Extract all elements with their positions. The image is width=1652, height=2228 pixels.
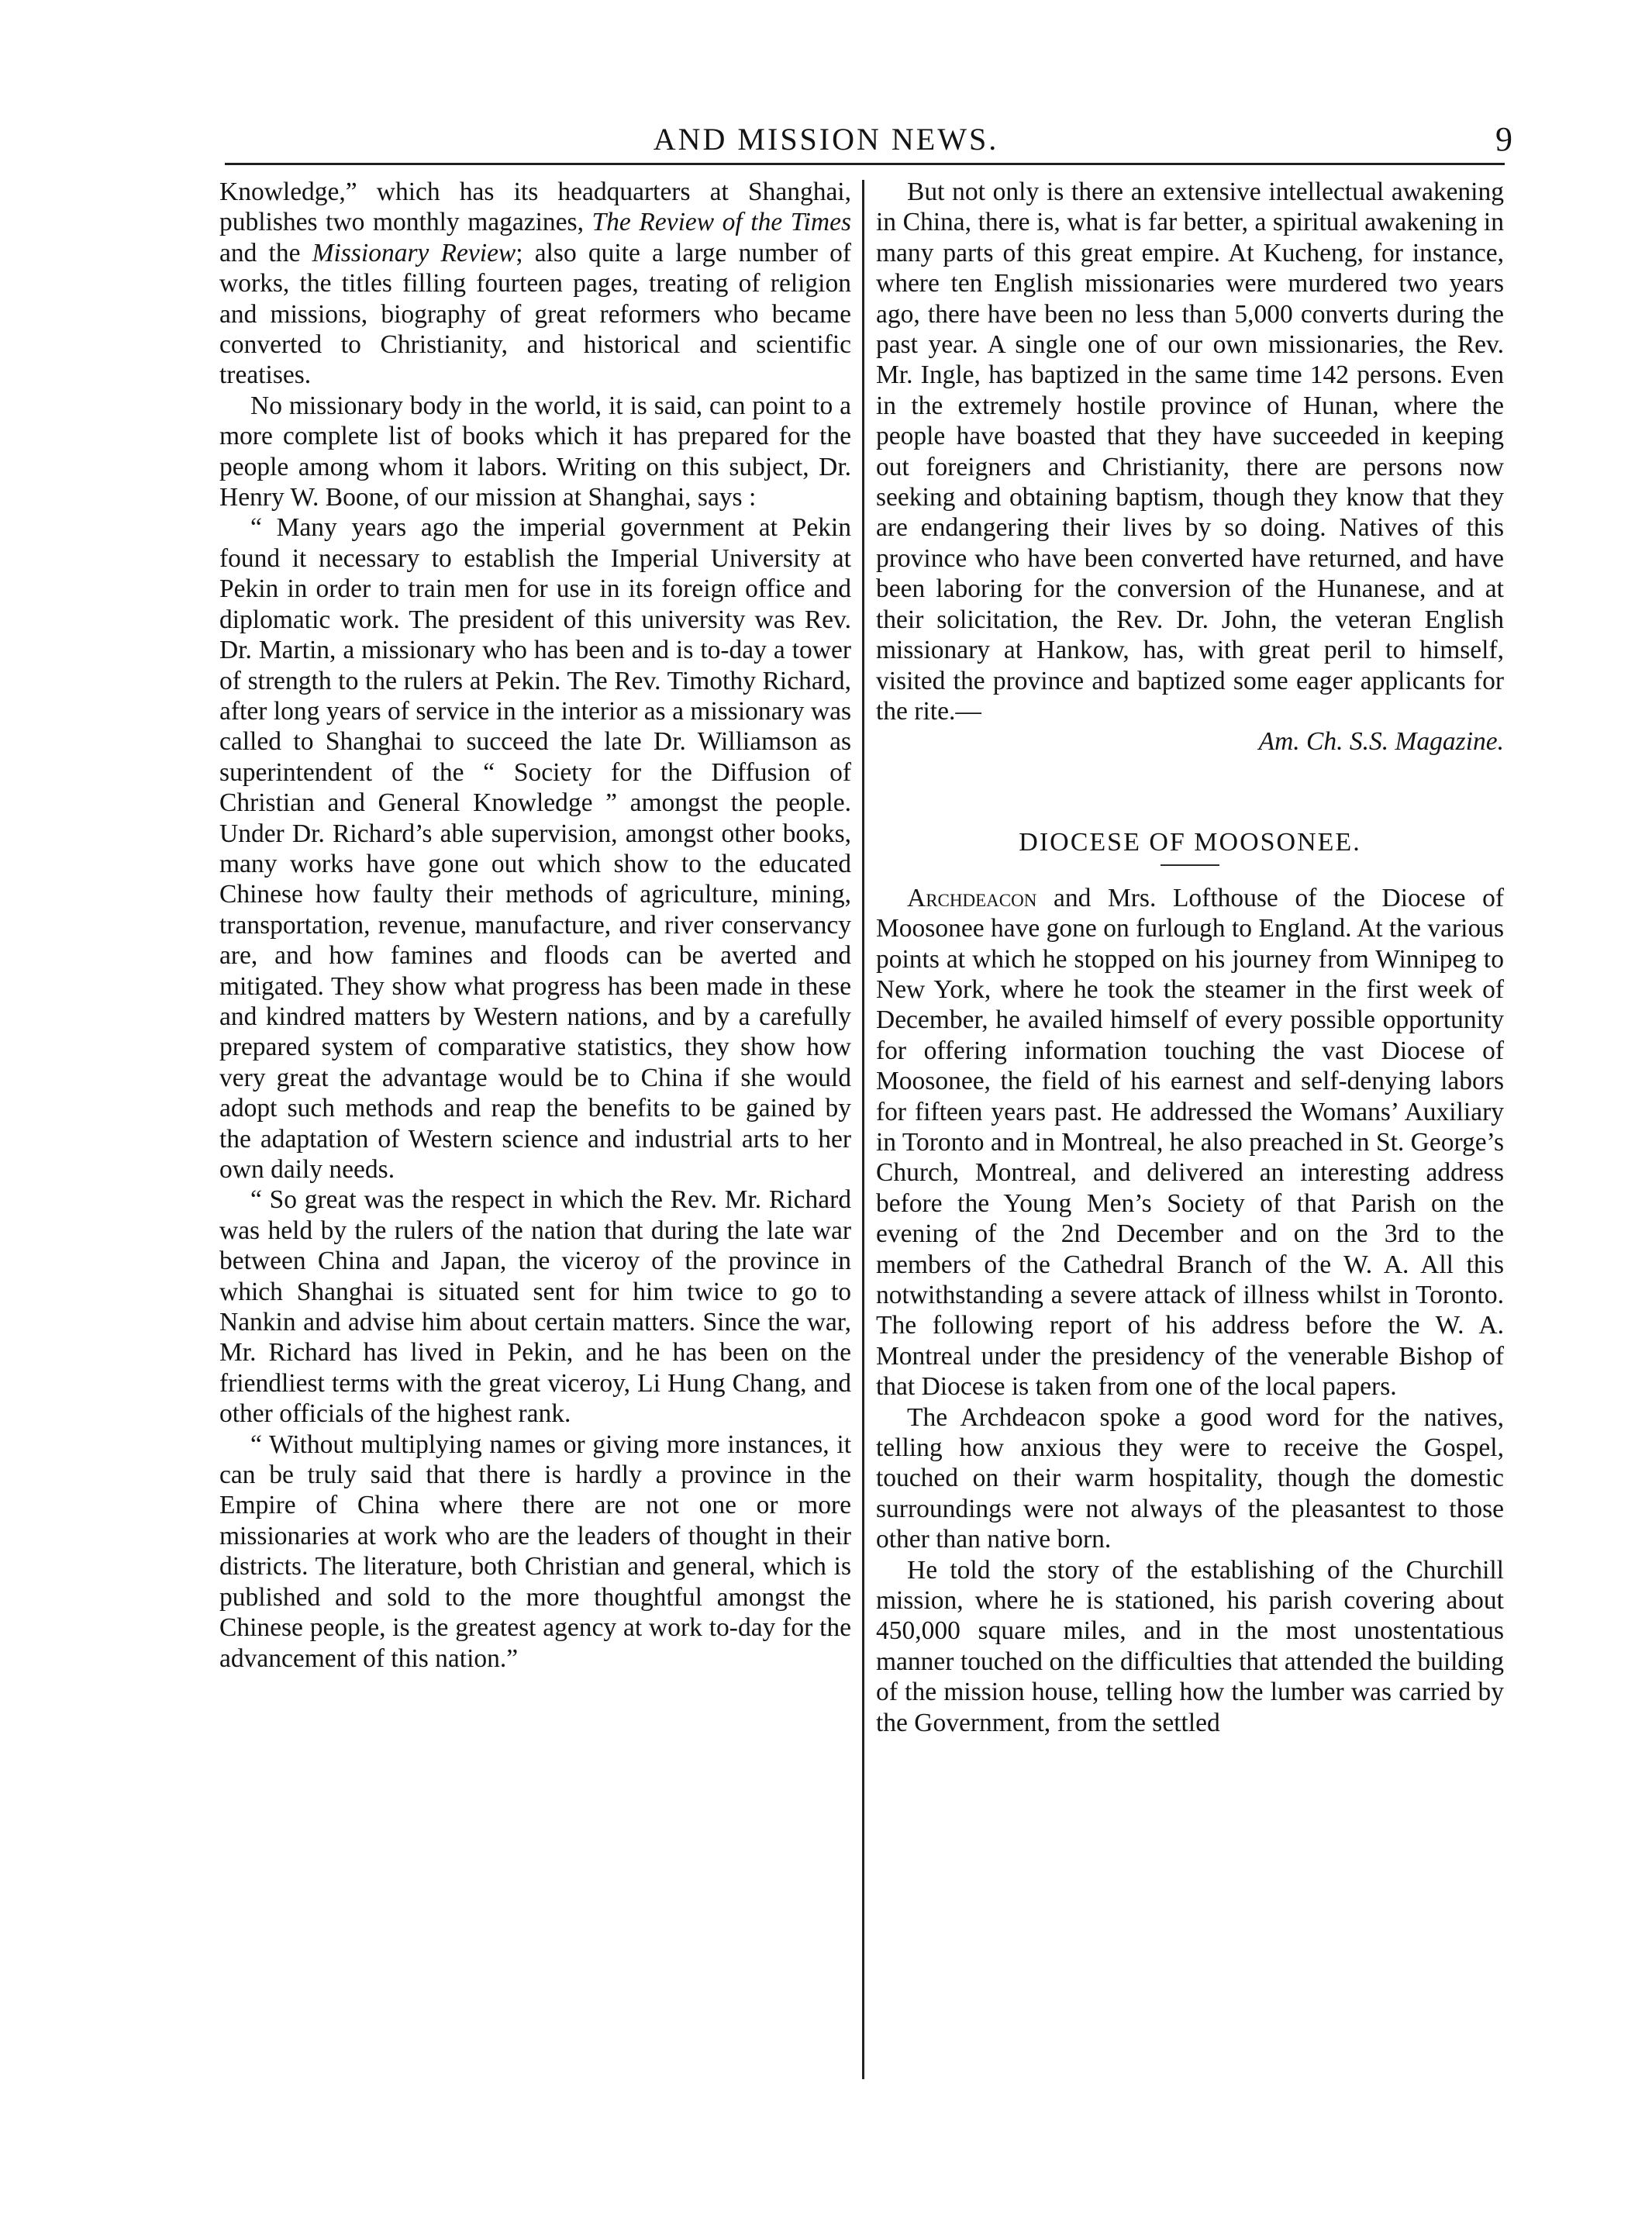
right-column xyxy=(876,177,1504,1738)
section-title: DIOCESE OF MOOSONEE. xyxy=(1019,827,1361,857)
section-title-rule xyxy=(1161,864,1219,866)
paragraph xyxy=(219,1430,851,1674)
text-run: “ Without multiplying names or giving more instances, it can be truly said that there is hardly a province in the Empire of China where there are not one or more missionaries at work who are the leaders of thought in their districts. The literature, both Christian and general, which is published and sold to the more thoughtful amongst the Chinese people, is the greatest agency at work to-day for the advancement of this nation.” xyxy=(219,1430,851,1673)
running-title: AND MISSION NEWS. xyxy=(653,122,999,157)
text-run: and Mrs. Lofthouse of the Diocese of Moosonee have gone on furlough to England. At the various points at which he stopped on his journey from Winnipeg to New York, where he took the steamer in the first week of December, he availed himself of every possible opportunity for offering information touching the vast Diocese of Moosonee, the field of his earnest and self-denying labors for fifteen years past. He addressed the Womans’ Auxiliary in Toronto and in Montreal, he also preached in St. George’s Church, Montreal, and delivered an interesting address before the Young Men’s Society of that Parish on the evening of the 2nd December and on the 3rd to the members of the Cathedral Branch of the W. A. All this notwithstanding a severe attack of illness whilst in Toronto. The following report of his address before the W. A. Montreal under the presidency of the venerable Bishop of that Diocese is taken from one of the local papers. xyxy=(876,883,1504,1402)
text-run: But not only is there an extensive intellectual awakening in China, there is, what is far better, a spiritual awakening in many parts of this great empire. At Kucheng, for instance, where ten English missionaries were murdered two years ago, there have been no less than 5,000 converts during the past year. A single one of our own missionaries, the Rev. Mr. Ingle, has baptized in the same time 142 persons. Even in the extremely hostile province of Hunan, where the people have boasted that they have succeeded in keeping out foreigners and Christianity, there are persons now seeking and obtaining baptism, though they know that they are endangering their lives by so doing. Natives of this province who have been converted have returned, and have been laboring for the conversion of the Hunanese, and at their solicitation, the Rev. Dr. John, the veteran English missionary at Hankow, has, with great peril to himself, visited the province and baptized some eager applicants for the rite.— xyxy=(876,178,1504,726)
page-number: 9 xyxy=(1495,120,1512,158)
column-divider xyxy=(862,180,864,2079)
text-run: and the xyxy=(219,238,312,267)
paragraph xyxy=(876,883,1504,1402)
paragraph xyxy=(876,1402,1504,1555)
text-run: ; also quite a large number of works, the titles filling fourteen pages, treating of religion and missions, biography of great reformers who became converted to Christianity, and historical and scientific treatises. xyxy=(219,238,851,390)
page-header xyxy=(0,116,1652,163)
paragraph xyxy=(876,1555,1504,1738)
text-run: “ So great was the respect in which the Rev. Mr. Richard was held by the rulers of the nation that during the late war between China and Japan, the viceroy of the province in which Shanghai is situated sent for him twice to go to Nankin and advise him about certain matters. Since the war, Mr. Richard has lived in Pekin, and he has been on the friendliest terms with the great viceroy, Li Hung Chang, and other officials of the highest rank. xyxy=(219,1185,851,1429)
magazine-attribution: Am. Ch. S.S. Magazine. xyxy=(1258,727,1504,757)
paragraph xyxy=(219,512,851,1185)
paragraph xyxy=(219,177,851,391)
header-rule xyxy=(225,163,1505,165)
text-run: He told the story of the establishing of the Churchill mission, where he is stationed, his parish covering about 450,000 square miles, and in the most unostentatious manner touched on the difficulties that attended the building of the mission house, telling how the lumber was carried by the Government, from the settled xyxy=(876,1555,1504,1737)
lead-word: Archdeacon xyxy=(907,883,1037,912)
right-column-bottom-text xyxy=(876,883,1504,1738)
italic-title: The Review of the Times xyxy=(591,208,851,237)
text-run: The Archdeacon spoke a good word for the natives, telling how anxious they were to receive the Gospel, touched on their warm hospitality, though the domestic surroundings were not always of the pleasantest to those other than native born. xyxy=(876,1402,1504,1554)
text-run: No missionary body in the world, it is said, can point to a more complete list of books which it has prepared for the people among whom it labors. Writing on this subject, Dr. Henry W. Boone, of our mission at Shanghai, says : xyxy=(219,391,851,512)
left-column xyxy=(219,177,851,1674)
right-column-top-text xyxy=(876,177,1504,726)
text-run: “ Many years ago the imperial government at Pekin found it necessary to establish the Imperial University at Pekin in order to train men for use in its foreign office and diplomatic work. The president of this university was Rev. Dr. Martin, a missionary who has been and is to-day a tower of strength to the rulers at Pekin. The Rev. Timothy Richard, after long years of service in the interior as a missionary was called to Shanghai to succeed the late Dr. Williamson as superintendent of the “ Society for the Diffusion of Christian and General Knowledge ” amongst the people. Under Dr. Richard’s able supervision, amongst other books, many works have gone out which show to the educated Chinese how faulty their methods of agriculture, mining, transportation, revenue, manufacture, and river conservancy are, and how famines and floods can be averted and mitigated. They show what progress has been made in these and kindred matters by Western nations, and by a carefully prepared system of comparative statistics, they show how very great the advantage would be to China if she would adopt such methods and reap the benefits to be gained by the adaptation of Western science and industrial arts to her own daily needs. xyxy=(219,513,851,1184)
paragraph xyxy=(876,177,1504,726)
paragraph xyxy=(219,1185,851,1429)
italic-title: Missionary Review xyxy=(312,238,516,267)
paragraph xyxy=(219,391,851,513)
text-run: Knowledge,” which has its headquarters at Shanghai, publishes two monthly magazines, xyxy=(219,178,851,237)
